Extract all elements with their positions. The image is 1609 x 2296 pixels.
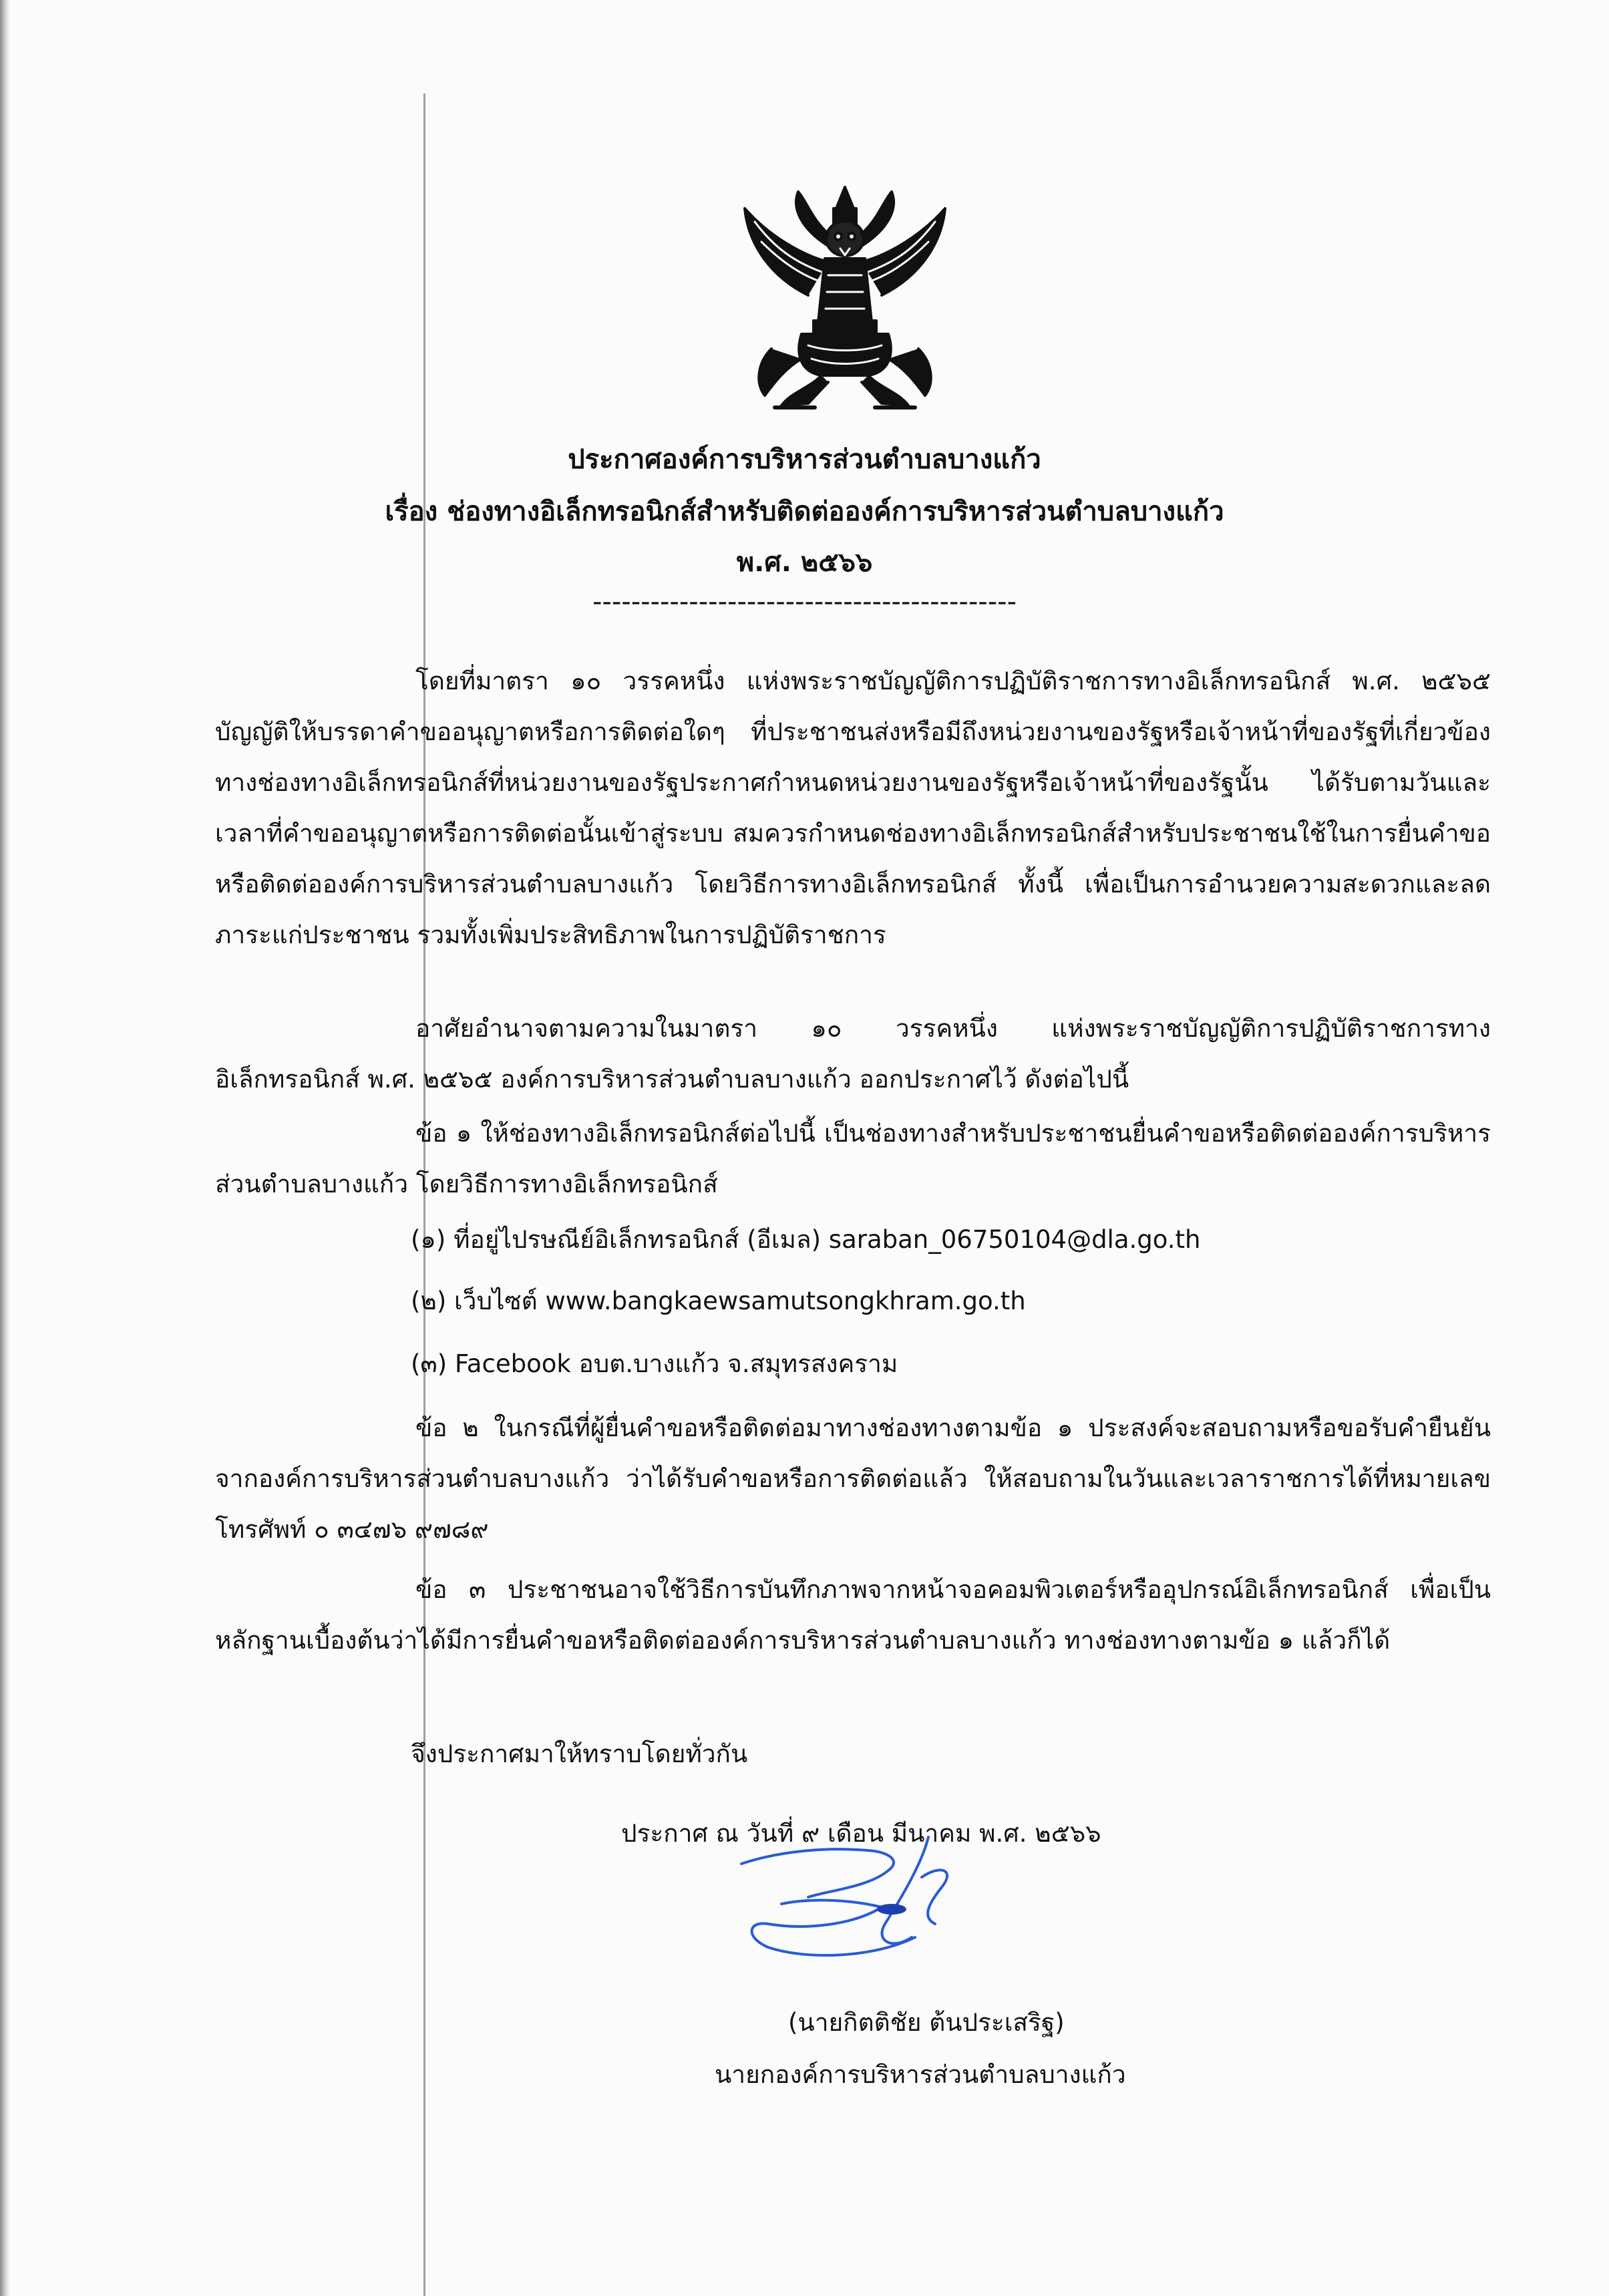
channel-email: (๑) ที่อยู่ไปรษณีย์อิเล็กทรอนิกส์ (อีเมล) saraban_06750104@dla.go.th — [411, 1225, 1201, 1254]
announcement-subject: เรื่อง ช่องทางอิเล็กทรอนิกส์สำหรับติดต่อองค์การบริหารส่วนตำบลบางแก้ว — [385, 496, 1224, 527]
channel-website: (๒) เว็บไซต์ www.bangkaewsamutsongkhram.go.th — [411, 1287, 1026, 1315]
clause-1 — [215, 1108, 1491, 1210]
announcement-date: ประกาศ ณ วันที่ ๙ เดือน มีนาคม พ.ศ. ๒๕๖๖ — [621, 1819, 1101, 1848]
garuda-emblem-icon — [728, 182, 962, 416]
paragraph-preamble-text: โดยที่มาตรา ๑๐ วรรคหนึ่ง แห่งพระราชบัญญัติการปฏิบัติราชการทางอิเล็กทรอนิกส์ พ.ศ. ๒๕๖๕ บัญญัติให้บรรดาคำขออนุญาตหรือการติดต่อใดๆ ที่ประชาชนส่งหรือมีถึงหน่วยงานของรัฐหรือเจ้าหน้าที่ของรัฐที่เกี่ยวข้องทางช่องทางอิเล็กทรอนิกส์ที่หน่วยงานของรัฐประกาศกำหนดหน่วยงานของรัฐหรือเจ้าหน้าที่ของรัฐนั้น ได้รับตามวันและเวลาที่คำขออนุญาตหรือการติดต่อนั้นเข้าสู่ระบบ สมควรกำหนดช่องทางอิเล็กทรอนิกส์สำหรับประชาชนใช้ในการยื่นคำขอหรือติดต่อองค์การบริหารส่วนตำบลบางแก้ว โดยวิธีการทางอิเล็กทรอนิกส์ ทั้งนี้ เพื่อเป็นการอำนวยความสะดวกและลดภาระแก่ประชาชน รวมทั้งเพิ่มประสิทธิภาพในการปฏิบัติราชการ — [215, 667, 1491, 949]
announcement-heading: ประกาศองค์การบริหารส่วนตำบลบางแก้ว — [568, 444, 1041, 475]
signer-title: นายกองค์การบริหารส่วนตำบลบางแก้ว — [715, 2060, 1126, 2089]
paragraph-authority-text: อาศัยอำนาจตามความในมาตรา ๑๐ วรรคหนึ่ง แห่งพระราชบัญญัติการปฏิบัติราชการทางอิเล็กทรอนิกส์ พ.ศ. ๒๕๖๕ องค์การบริหารส่วนตำบลบางแก้ว ออกประกาศไว้ ดังต่อไปนี้ — [215, 1014, 1491, 1094]
handwritten-signature — [721, 1824, 1002, 1977]
clause-2 — [215, 1403, 1491, 1555]
clause-2-text: ข้อ ๒ ในกรณีที่ผู้ยื่นคำขอหรือติดต่อมาทางช่องทางตามข้อ ๑ ประสงค์จะสอบถามหรือขอรับคำยืนยันจากองค์การบริหารส่วนตำบลบางแก้ว ว่าได้รับคำขอหรือการติดต่อแล้ว ให้สอบถามในวันและเวลาราชการได้ที่หมายเลขโทรศัพท์ ๐ ๓๔๗๖ ๙๗๘๙ — [215, 1414, 1491, 1544]
announcement-year: พ.ศ. ๒๕๖๖ — [736, 547, 873, 578]
heading-divider: -------------------------------------------- — [592, 587, 1017, 617]
clause-1-text: ข้อ ๑ ให้ช่องทางอิเล็กทรอนิกส์ต่อไปนี้ เป็นช่องทางสำหรับประชาชนยื่นคำขอหรือติดต่อองค์การบริหารส่วนตำบลบางแก้ว โดยวิธีการทางอิเล็กทรอนิกส์ — [215, 1119, 1491, 1198]
paragraph-preamble — [215, 656, 1491, 961]
clause-3-text: ข้อ ๓ ประชาชนอาจใช้วิธีการบันทึกภาพจากหน้าจอคอมพิวเตอร์หรืออุปกรณ์อิเล็กทรอนิกส์ เพื่อเป็นหลักฐานเบื้องต้นว่าได้มีการยื่นคำขอหรือติดต่อองค์การบริหารส่วนตำบลบางแก้ว ทางช่องทางตามข้อ ๑ แล้วก็ได้ — [215, 1575, 1491, 1655]
channel-facebook: (๓) Facebook อบต.บางแก้ว จ.สมุทรสงคราม — [411, 1349, 898, 1378]
closing-statement: จึงประกาศมาให้ทราบโดยทั่วกัน — [411, 1740, 748, 1768]
clause-3 — [215, 1565, 1491, 1666]
scan-edge-shadow — [0, 0, 9, 2296]
paragraph-authority — [215, 1003, 1491, 1105]
signer-name: (นายกิตติชัย ต้นประเสริฐ) — [788, 2008, 1065, 2037]
